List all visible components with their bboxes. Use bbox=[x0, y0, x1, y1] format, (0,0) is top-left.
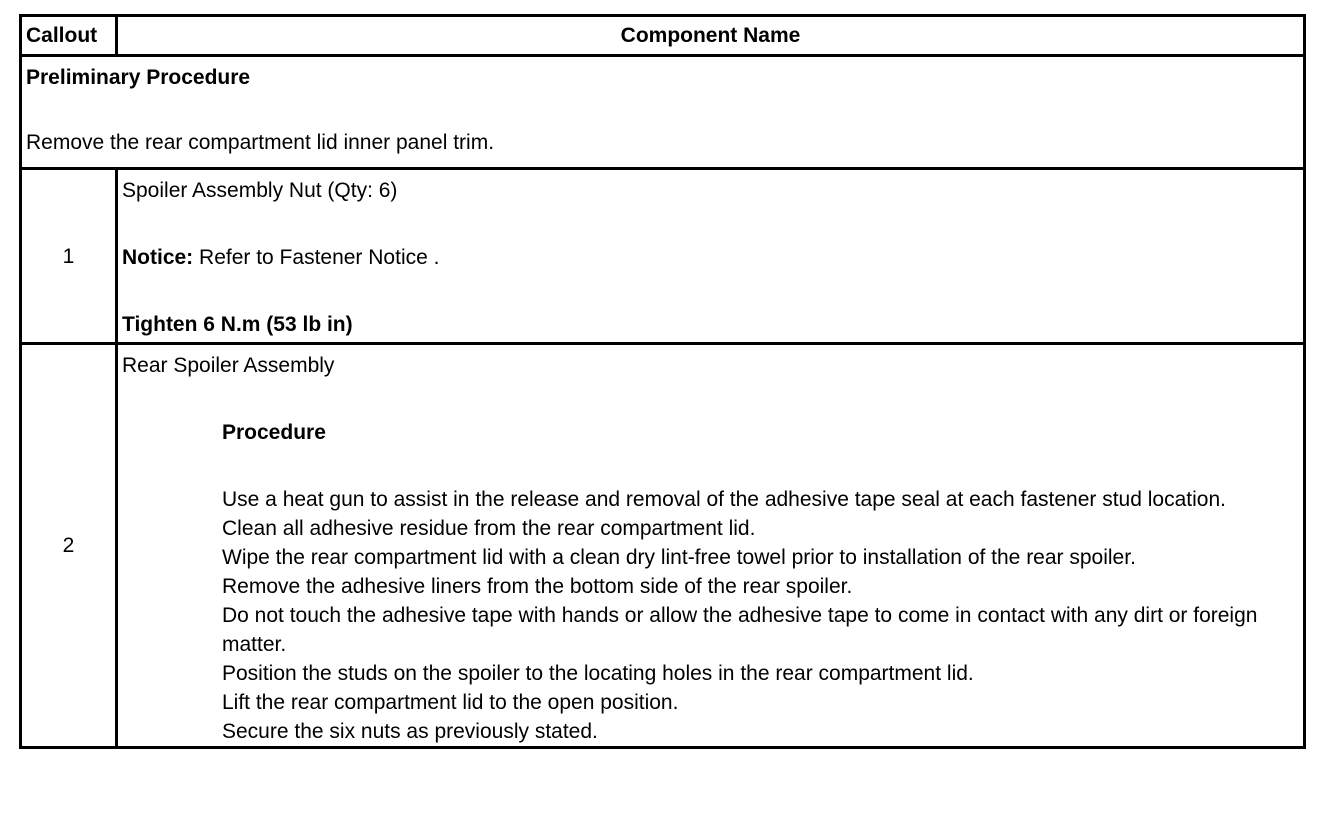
callout-number: 2 bbox=[21, 344, 117, 748]
component-cell bbox=[117, 169, 1305, 344]
component-name-header: Component Name bbox=[117, 16, 1305, 56]
procedure-table bbox=[19, 14, 1306, 749]
notice-line bbox=[122, 243, 1299, 272]
callout-number: 1 bbox=[21, 169, 117, 344]
component-name: Rear Spoiler Assembly bbox=[122, 354, 335, 377]
procedure-step: Wipe the rear compartment lid with a clean dry lint-free towel prior to installation of the rear spoiler. bbox=[222, 546, 1136, 569]
preliminary-text: Remove the rear compartment lid inner panel trim. bbox=[26, 131, 495, 154]
table-row bbox=[21, 169, 1305, 344]
table-row bbox=[21, 344, 1305, 748]
header-row bbox=[21, 16, 1305, 56]
procedure-step: Clean all adhesive residue from the rear compartment lid. bbox=[222, 517, 756, 540]
callout-header: Callout bbox=[21, 16, 117, 56]
notice-text: Refer to Fastener Notice . bbox=[193, 246, 440, 269]
procedure-step: Use a heat gun to assist in the release and removal of the adhesive tape seal at each fastener stud location. bbox=[222, 488, 1226, 511]
procedure-step: Remove the adhesive liners from the bottom side of the rear spoiler. bbox=[222, 575, 853, 598]
procedure-step: Position the studs on the spoiler to the locating holes in the rear compartment lid. bbox=[222, 662, 974, 685]
preliminary-row bbox=[21, 56, 1305, 169]
notice-label: Notice: bbox=[122, 246, 194, 269]
preliminary-cell bbox=[21, 56, 1305, 169]
component-cell bbox=[117, 344, 1305, 748]
procedure-title: Procedure bbox=[222, 421, 326, 444]
procedure-step: Secure the six nuts as previously stated. bbox=[222, 720, 598, 743]
component-name: Spoiler Assembly Nut (Qty: 6) bbox=[122, 179, 398, 202]
procedure-block bbox=[122, 418, 1299, 746]
procedure-step: Do not touch the adhesive tape with hands or allow the adhesive tape to come in contact with any dirt or foreign matter. bbox=[222, 604, 1258, 656]
preliminary-title: Preliminary Procedure bbox=[26, 66, 251, 89]
procedure-step: Lift the rear compartment lid to the open position. bbox=[222, 691, 679, 714]
tighten-spec: Tighten 6 N.m (53 lb in) bbox=[122, 313, 353, 336]
